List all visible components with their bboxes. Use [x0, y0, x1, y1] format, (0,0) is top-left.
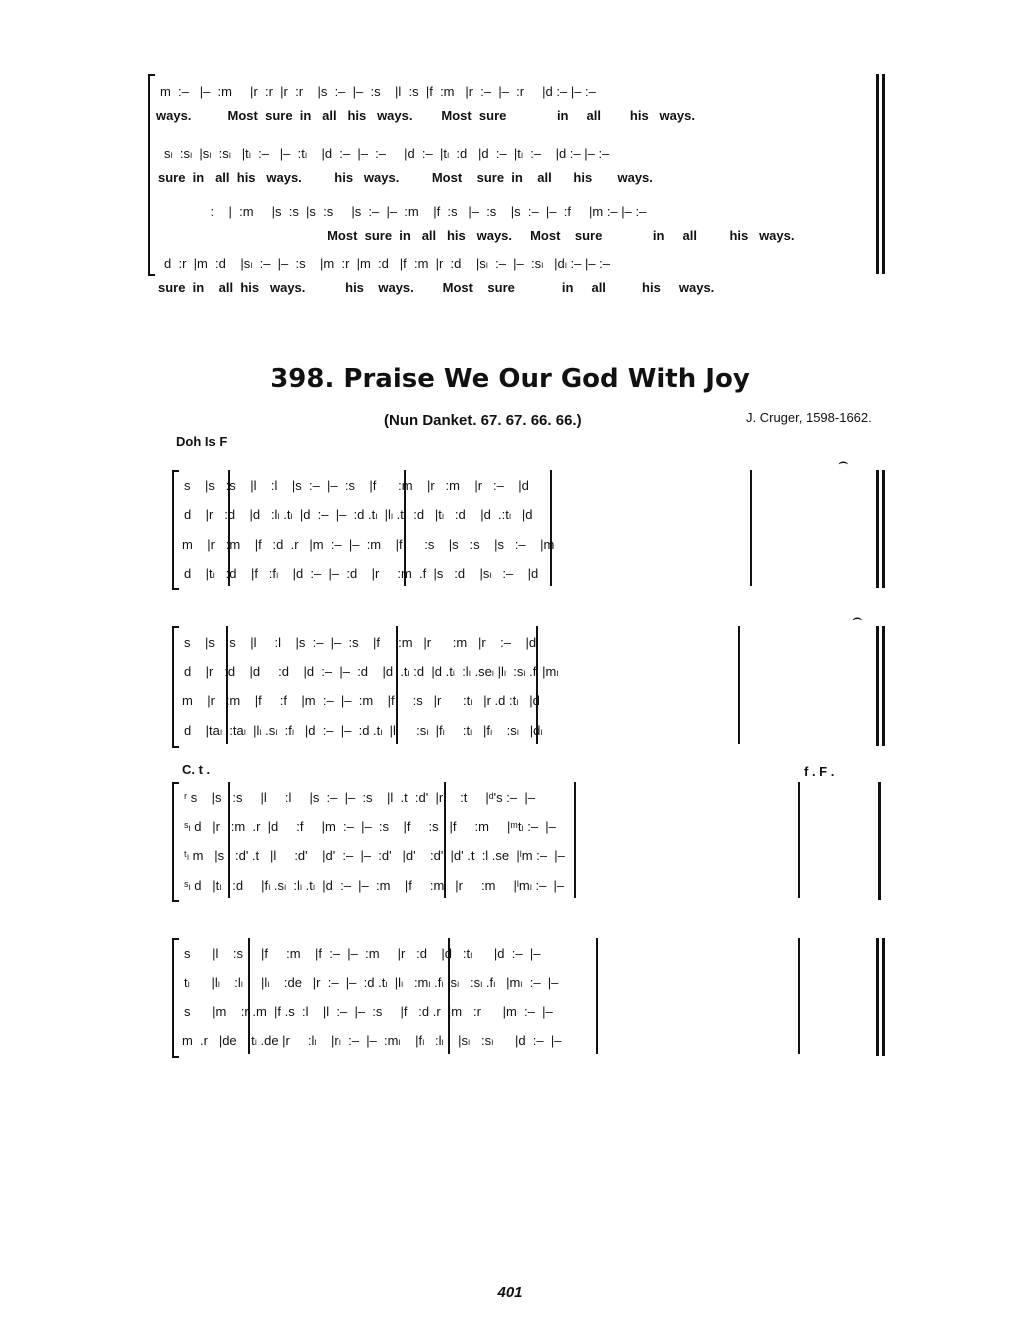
soprano-notes: m :– |– :m |r :r |r :r |s :– |– :s |l :s |f :m |r :– |– :r |d :– |– :– [160, 84, 596, 99]
bass-lyrics: sure in all his ways. his ways. Most sure in all his ways. [158, 280, 715, 295]
final-barline [876, 938, 879, 1056]
system-bracket [172, 626, 179, 748]
final-barline [882, 626, 885, 746]
final-barline [876, 626, 879, 746]
tenor-lyrics: Most sure in all his ways. Most sure in all his ways. [244, 228, 795, 243]
modulation-label: f . F . [804, 764, 835, 779]
final-barline [882, 470, 885, 588]
soprano-notes: s |l :s |f :m |f :– |– :m |r :d |d :tₗ |d :– |– [184, 946, 541, 961]
system-bracket [172, 938, 179, 1058]
alto-notes: d |r :d |d :d |d :– |– :d |d .tₗ :d |d .tₗ :lₗ .seₗ |lₗ :sₗ .fₗ |mₗ [184, 664, 559, 679]
barline [550, 470, 552, 586]
final-barline [878, 782, 881, 900]
barline [738, 626, 740, 744]
hymn-subtitle: (Nun Danket. 67. 67. 66. 66.) [384, 412, 582, 429]
soprano-notes: s |s :s |l :l |s :– |– :s |f :m |r :m |r :– |d [184, 478, 529, 493]
barline [596, 938, 598, 1054]
soprano-notes: s |s :s |l :l |s :– |– :s |f :m |r :m |r :– |d [184, 635, 537, 650]
system-bracket [172, 470, 179, 590]
modulation-label: C. t . [182, 762, 211, 777]
page-number: 401 [497, 1284, 523, 1301]
alto-notes: d |r :d |d :lₗ .tₗ |d :– |– :d .tₗ |lₗ .tₗ :d |tₗ :d |d .:tₗ |d [184, 507, 533, 522]
final-barline [882, 938, 885, 1056]
barline [750, 470, 752, 586]
alto-notes: sₗ :sₗ |sₗ :sₗ |tₗ :– |– :tₗ |d :– |– :– |d :– |tₗ :d |d :– |tₗ :– |d :– |– :– [164, 146, 610, 161]
final-barline [876, 74, 879, 274]
bass-notes: d |taₗ :taₗ |lₗ .sₗ :fₗ |d :– |– :d .tₗ |lₗ :sₗ |fₗ :tₗ |fₗ :sₗ |dₗ [184, 723, 543, 738]
barline [574, 782, 576, 898]
system-bracket [172, 782, 179, 902]
fermata-icon: ⌢ [838, 454, 849, 471]
bass-notes: ˢₗ d |tₗ :d |fₗ .sₗ :lₗ .tₗ |d :– |– :m |f :m |r :m |ˡmₗ :– |– [184, 878, 565, 893]
tenor-notes: ᵗₗ m |s :d' .t |l :d' |d' :– |– :d' |d' :d' |d' .t :l .se |ˡm :– |– [184, 848, 565, 863]
tenor-notes: : | :m |s :s |s :s |s :– |– :m |f :s |– :s |s :– |– :f |m :– |– :– [196, 204, 647, 219]
alto-notes: tₗ |lₗ :lₗ |lₗ :de |r :– |– :d .tₗ |lₗ :mₗ .fₗ |sₗ :sₗ .fₗ |mₗ :– |– [184, 975, 559, 990]
bass-notes: m .r |de :tₗ .de |r :lₗ |rₗ :– |– :mₗ |fₗ :lₗ |sₗ :sₗ |d :– |– [182, 1033, 562, 1048]
soprano-notes: ʳ s |s :s |l :l |s :– |– :s |l .t :d' |r' :t |ᵈ's :– |– [184, 790, 535, 805]
soprano-lyrics: ways. Most sure in all his ways. Most sure in all his ways. [156, 108, 695, 123]
alto-notes: ˢₗ d |r :m .r |d :f |m :– |– :s |f :s |f :m |ᵐtₗ :– |– [184, 819, 556, 834]
fermata-icon: ⌢ [852, 610, 863, 627]
system-bracket [148, 74, 155, 276]
bass-notes: d :r |m :d |sₗ :– |– :s |m :r |m :d |f :m |r :d |sₗ :– |– :sₗ |dₗ :– |– :– [164, 256, 610, 271]
barline [798, 782, 800, 898]
composer: J. Cruger, 1598-1662. [746, 410, 872, 425]
alto-lyrics: sure in all his ways. his ways. Most sure in all his ways. [158, 170, 653, 185]
tenor-notes: m |r :m |f :f |m :– |– :m |f :s |r :tₗ |r .d :tₗ |d [182, 693, 540, 708]
key-signature: Doh Is F [176, 434, 228, 449]
tenor-notes: m |r :m |f :d .r |m :– |– :m |f :s |s :s |s :– |m [182, 537, 555, 552]
hymn-title: 398. Praise We Our God With Joy [270, 364, 750, 394]
final-barline [876, 470, 879, 588]
bass-notes: d |tₗ :d |f :fₗ |d :– |– :d |r :m .f |s :d |sₗ :– |d [184, 566, 539, 581]
barline [798, 938, 800, 1054]
final-barline [882, 74, 885, 274]
tenor-notes: s |m :r .m |f .s :l |l :– |– :s |f :d .r |m :r |m :– |– [184, 1004, 553, 1019]
